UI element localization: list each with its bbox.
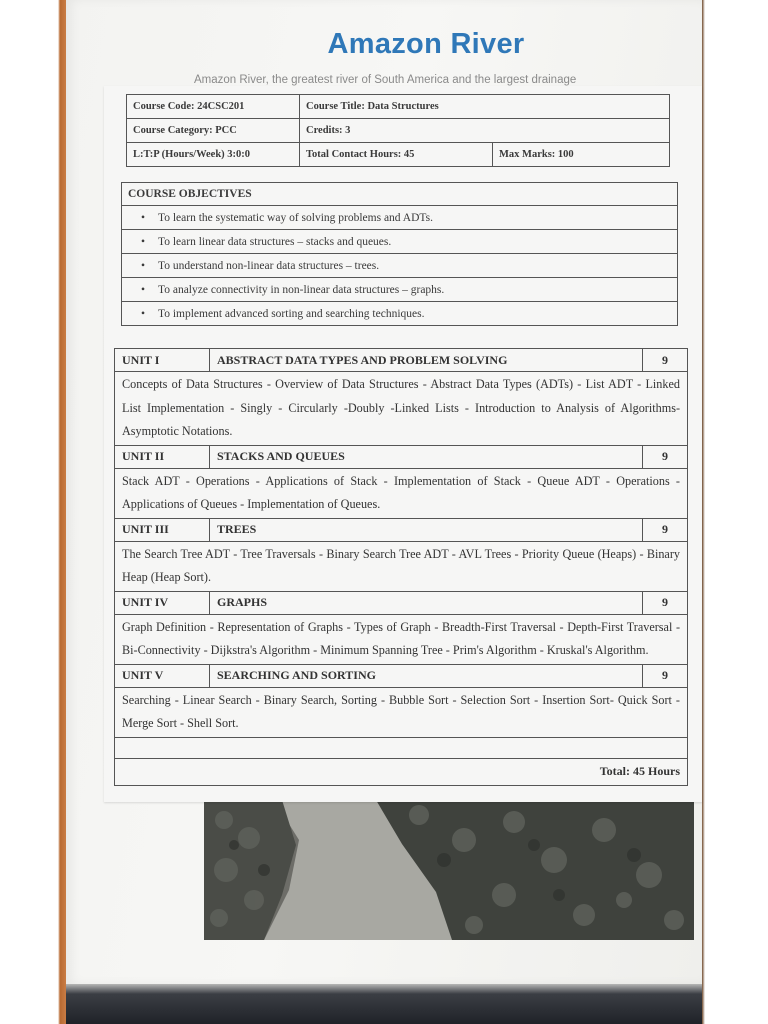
unit-label: UNIT I bbox=[115, 349, 210, 372]
unit-title: TREES bbox=[210, 518, 643, 541]
objective-item: • To analyze connectivity in non-linear data structures – graphs. bbox=[122, 278, 678, 302]
unit-header-row bbox=[115, 664, 688, 687]
blank-row bbox=[115, 737, 688, 758]
unit-title: SEARCHING AND SORTING bbox=[210, 664, 643, 687]
page-title: Amazon River bbox=[327, 28, 525, 60]
unit-label: UNIT III bbox=[115, 518, 210, 541]
course-category: Course Category: PCC bbox=[127, 119, 300, 143]
bullet-icon: • bbox=[140, 259, 146, 272]
unit-header-row bbox=[115, 445, 688, 468]
unit-content: Searching - Linear Search - Binary Search, Sorting - Bubble Sort - Selection Sort - Insertion Sort- Quick Sort - Merge Sort - Shell Sort. bbox=[115, 687, 688, 737]
bullet-icon: • bbox=[140, 211, 146, 224]
total-contact-hours: Total Contact Hours: 45 bbox=[300, 143, 493, 167]
unit-hours: 9 bbox=[643, 664, 688, 687]
unit-header-row bbox=[115, 349, 688, 372]
wooden-edge-right bbox=[702, 0, 768, 1024]
unit-content: Stack ADT - Operations - Applications of Stack - Implementation of Stack - Queue ADT - Operations - Applications of Queues - Implementation of Queues. bbox=[115, 468, 688, 518]
intro-text: Amazon River, the greatest river of South America and the largest drainage bbox=[194, 74, 577, 86]
course-objectives-table bbox=[121, 182, 678, 326]
max-marks: Max Marks: 100 bbox=[493, 143, 670, 167]
unit-title: STACKS AND QUEUES bbox=[210, 445, 643, 468]
unit-label: UNIT V bbox=[115, 664, 210, 687]
objective-item: • To implement advanced sorting and searching techniques. bbox=[122, 302, 678, 326]
unit-title: ABSTRACT DATA TYPES AND PROBLEM SOLVING bbox=[210, 349, 643, 372]
unit-hours: 9 bbox=[643, 349, 688, 372]
syllabus-units-table bbox=[114, 348, 688, 786]
dark-surface-bottom bbox=[66, 980, 702, 1024]
bullet-icon: • bbox=[140, 235, 146, 248]
unit-content: The Search Tree ADT - Tree Traversals - Binary Search Tree ADT - AVL Trees - Priority Queue (Heaps) - Binary Heap (Heap Sort). bbox=[115, 541, 688, 591]
unit-hours: 9 bbox=[643, 445, 688, 468]
unit-hours: 9 bbox=[643, 591, 688, 614]
objectives-heading: COURSE OBJECTIVES bbox=[122, 183, 678, 206]
course-info-table bbox=[126, 94, 670, 167]
river-forest-photo bbox=[204, 800, 694, 940]
unit-label: UNIT II bbox=[115, 445, 210, 468]
bullet-icon: • bbox=[140, 283, 146, 296]
unit-header-row bbox=[115, 518, 688, 541]
course-credits: Credits: 3 bbox=[300, 119, 670, 143]
unit-content: Graph Definition - Representation of Graphs - Types of Graph - Breadth-First Traversal - Depth-First Traversal - Bi-Connectivity - Dijkstra's Algorithm - Minimum Spanning Tree - Prim's Algorithm - Kruskal's Algorithm. bbox=[115, 614, 688, 664]
course-code: Course Code: 24CSC201 bbox=[127, 95, 300, 119]
total-hours: Total: 45 Hours bbox=[115, 758, 688, 785]
objective-item: • To learn the systematic way of solving problems and ADTs. bbox=[122, 206, 678, 230]
ltp-hours: L:T:P (Hours/Week) 3:0:0 bbox=[127, 143, 300, 167]
course-title: Course Title: Data Structures bbox=[300, 95, 670, 119]
syllabus-sheet bbox=[104, 86, 702, 802]
objective-item: • To learn linear data structures – stacks and queues. bbox=[122, 230, 678, 254]
objective-item: • To understand non-linear data structures – trees. bbox=[122, 254, 678, 278]
bullet-icon: • bbox=[140, 307, 146, 320]
river-photo-illustration bbox=[204, 800, 694, 940]
unit-title: GRAPHS bbox=[210, 591, 643, 614]
unit-label: UNIT IV bbox=[115, 591, 210, 614]
unit-content: Concepts of Data Structures - Overview of Data Structures - Abstract Data Types (ADTs) - List ADT - Linked List Implementation - Singly - Circularly -Doubly -Linked Lists - Introduction to Analysis of Algorithms-Asymptotic Notations. bbox=[115, 372, 688, 446]
wooden-edge-left bbox=[0, 0, 66, 1024]
unit-hours: 9 bbox=[643, 518, 688, 541]
unit-header-row bbox=[115, 591, 688, 614]
